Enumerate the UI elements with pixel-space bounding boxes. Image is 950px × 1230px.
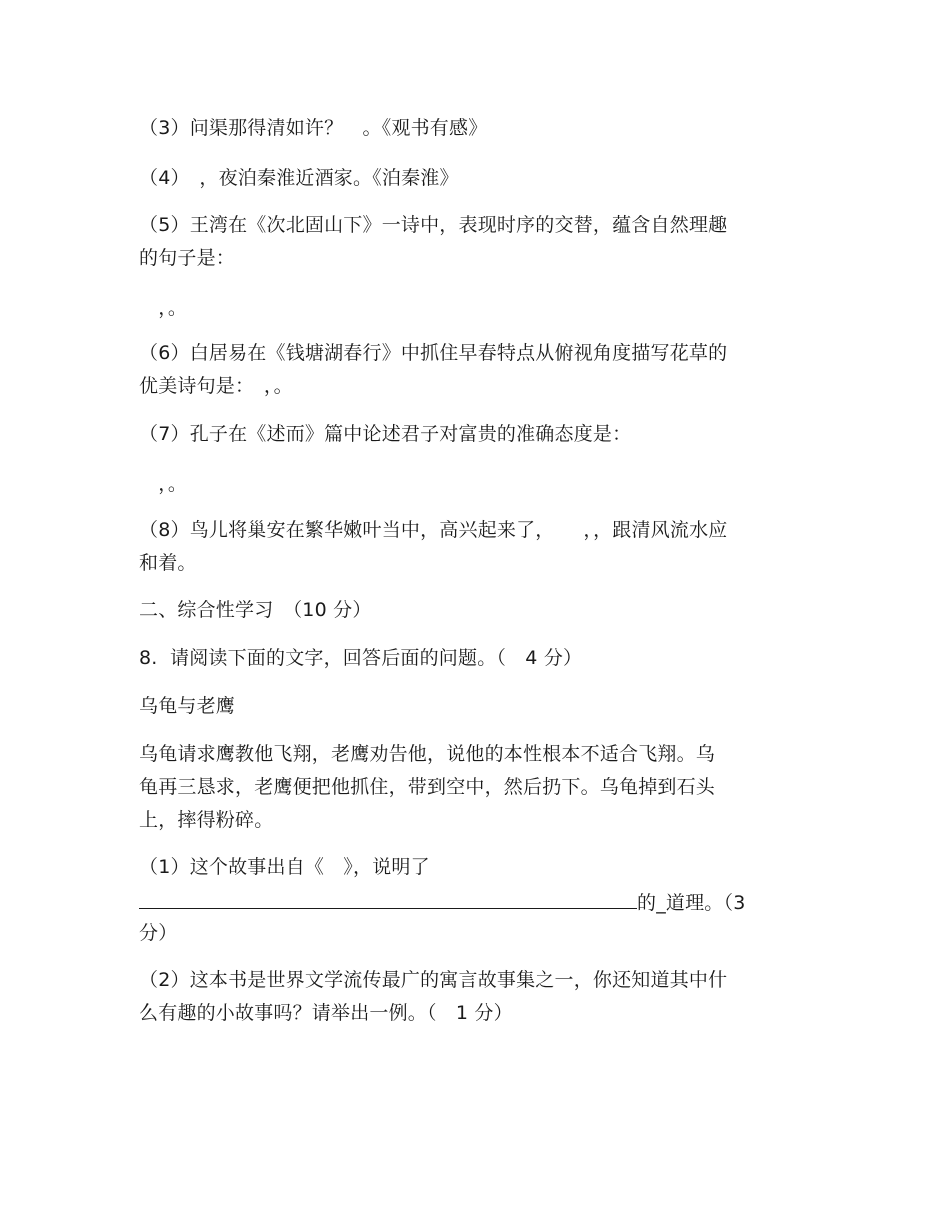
answer-blank <box>139 888 637 909</box>
question-6-line1: （6）白居易在《钱塘湖春行》中抓住早春特点从俯视角度描写花草的 <box>139 342 728 364</box>
subquestion-2-line1: （2）这本书是世界文学流传最广的寓言故事集之一，你还知道其中什 <box>139 969 728 991</box>
subquestion-2-line2: 么有趣的小故事吗？请举出一例。（ 1 分） <box>139 1002 513 1024</box>
story-line3: 上，摔得粉碎。 <box>139 809 274 831</box>
subquestion-1-suffix: 的_道理。（3 <box>637 892 746 914</box>
item-8-prompt: 8. 请阅读下面的文字，回答后面的问题。（ 4 分） <box>139 647 583 669</box>
story-line1: 乌龟请求鹰教他飞翔，老鹰劝告他，说他的本性根本不适合飞翔。乌 <box>139 743 716 765</box>
question-4: （4） ，夜泊秦淮近酒家。《泊秦淮》 <box>139 167 459 189</box>
question-5-line1: （5）王湾在《次北固山下》一诗中，表现时序的交替，蕴含自然理趣 <box>139 214 728 236</box>
question-7-answer: ，。 <box>139 473 188 495</box>
subquestion-1-line3: 分） <box>139 922 178 944</box>
question-5-line2: 的句子是： <box>139 247 236 269</box>
subquestion-1-line2 <box>139 888 746 915</box>
question-8-line2: 和着。 <box>139 552 197 574</box>
story-line2: 龟再三恳求，老鹰便把他抓住，带到空中，然后扔下。乌龟掉到石头 <box>139 776 716 798</box>
question-3: （3）问渠那得清如许？ 。《观书有感》 <box>139 117 488 139</box>
question-8-line1: （8）鸟儿将巢安在繁华嫩叶当中，高兴起来了， ，，跟清风流水应 <box>139 519 728 541</box>
subquestion-1-line1: （1）这个故事出自《 》，说明了 <box>139 856 430 878</box>
question-5-answer: ，。 <box>139 297 188 319</box>
story-title: 乌龟与老鹰 <box>139 695 236 717</box>
question-6-line2: 优美诗句是： ，。 <box>139 375 293 397</box>
question-7: （7）孔子在《述而》篇中论述君子对富贵的准确态度是： <box>139 423 632 445</box>
section-heading: 二、综合性学习 （10 分） <box>139 599 372 621</box>
